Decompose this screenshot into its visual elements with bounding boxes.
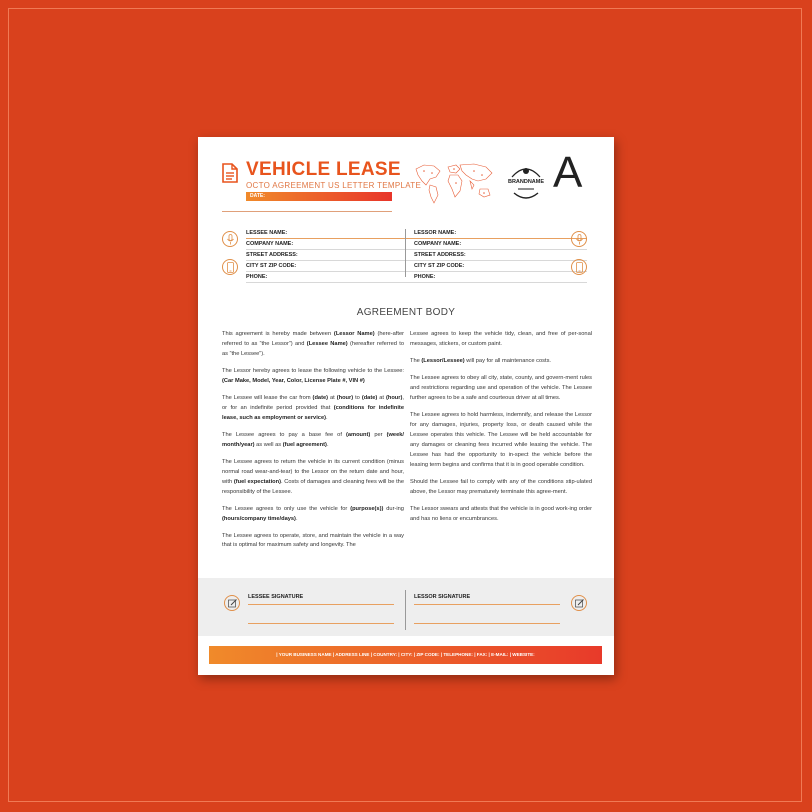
field-label: CITY ST ZIP CODE: [246,261,419,272]
lessor-microphone-icon [571,231,587,247]
lessor-phone-icon [571,259,587,275]
document-title: VEHICLE LEASE [246,159,401,180]
lessor-signature[interactable] [414,594,560,624]
section-title: AGREEMENT BODY [356,307,456,318]
lessee-signature[interactable] [248,594,394,624]
document-subtitle: OCTO AGREEMENT US LETTER TEMPLATE [246,181,422,190]
brand-name: BRANDNAME [507,179,545,185]
body-column-left [222,330,404,558]
date-label: DATE: [250,193,265,199]
date-bar [246,192,392,201]
lessor-pen-edit-icon [571,595,587,611]
body-paragraph: The Lessee agrees to return the vehicle in its current condition (minus normal road wear-and-tear) to the Lessor on the return date and hour, with (fuel expectation). Costs of damages and cleaning fees will be the responsibility of the Lessee. [222,458,404,495]
world-map-icon [412,159,496,205]
body-paragraph: The Lessor hereby agrees to lease the following vehicle to the Lessee: (Car Make, Model, Year, Color, License Plate #, VIN #) [222,367,404,384]
field-label: STREET ADDRESS: [414,250,587,261]
lessee-signature-line[interactable] [248,605,394,624]
field-label: CITY ST ZIP CODE: [414,261,587,272]
field-label: COMPANY NAME: [414,239,587,250]
footer-bar: | YOUR BUSINESS NAME | ADDRESS LINE | COUNTRY: | CITY: | ZIP CODE: | TELEPHONE: | FAX: | E-MAIL: | WEBSITE: [209,646,602,664]
field-label: COMPANY NAME: [246,239,419,250]
field-label: LESSEE NAME: [246,228,419,239]
body-paragraph: This agreement is hereby made between (Lessor Name) (here-after referred to as “the Lessor”) and (Lessee Name) (hereafter referred to as “the Lessee”). [222,331,405,357]
body-paragraph: The (Lessor/Lessee) will pay for all maintenance costs. [410,357,552,364]
lessee-phone-icon [222,259,238,275]
body-paragraph: The Lessee agrees to only use the vehicle for (purpose(s)) dur-ing (hours/company time/days). [222,505,404,522]
brand-logo [502,159,550,207]
lessee-signature-label: LESSEE SIGNATURE [248,594,394,605]
lessee-microphone-icon [222,231,238,247]
header-divider [222,211,392,212]
field-label: LESSOR NAME: [414,228,587,239]
lessee-pen-edit-icon [224,595,240,611]
body-paragraph: The Lessee agrees to pay a base fee of (amount) per (week/ month/year) as well as (fuel agreement). [222,431,404,448]
body-paragraph: Lessee agrees to keep the vehicle tidy, clean, and free of per-sonal messages, stickers, or custom paint. [410,331,592,347]
lessor-signature-label: LESSOR SIGNATURE [414,594,560,605]
lessee-fields [246,228,419,283]
field-label: PHONE: [414,272,587,283]
lease-document [198,137,614,675]
body-paragraph: The Lessor swears and attests that the vehicle is in good work-ing order and has no liens or encumbrances. [410,505,592,522]
body-paragraph: Should the Lessee fail to comply with any of the conditions stip-ulated above, the Lessor may prematurely terminate this agree-ment. [410,478,592,495]
party-divider [405,229,406,277]
brand-letter: A [553,148,583,197]
signature-divider [405,590,406,630]
body-paragraph: The Lessee agrees to obey all city, state, county, and govern-ment rules and restrictions regarding use and operation of the vehicle. The Lessee further agrees to be a safe and courteous driver at all times. [410,374,592,401]
document-icon [222,163,238,183]
lessor-fields [414,228,587,283]
signature-band [198,578,614,636]
body-paragraph: The Lessee agrees to hold harmless, indemnify, and release the Lessor for any damages, injuries, property loss, or death caused while the Lessee operates this vehicle. The Lessee will be held accountable for any damages or cleaning fees incurred while leasing the vehicle. The Lessee has had the opportunity to in-spect the vehicle before the leasing term begins and confirms that it is in good operable condition. [410,411,592,468]
field-label: PHONE: [246,272,419,283]
lessor-signature-line[interactable] [414,605,560,624]
body-column-right [410,330,592,532]
field-label: STREET ADDRESS: [246,250,419,261]
body-paragraph: The Lessee agrees to operate, store, and maintain the vehicle in a way that is optimal for maximum safety and longevity. The [222,532,404,549]
body-paragraph: The Lessee will lease the car from (date) at (hour) to (date) at (hour), or for an indefinite period provided that (conditions for indefinite lease, such as employment or service). [222,394,404,421]
